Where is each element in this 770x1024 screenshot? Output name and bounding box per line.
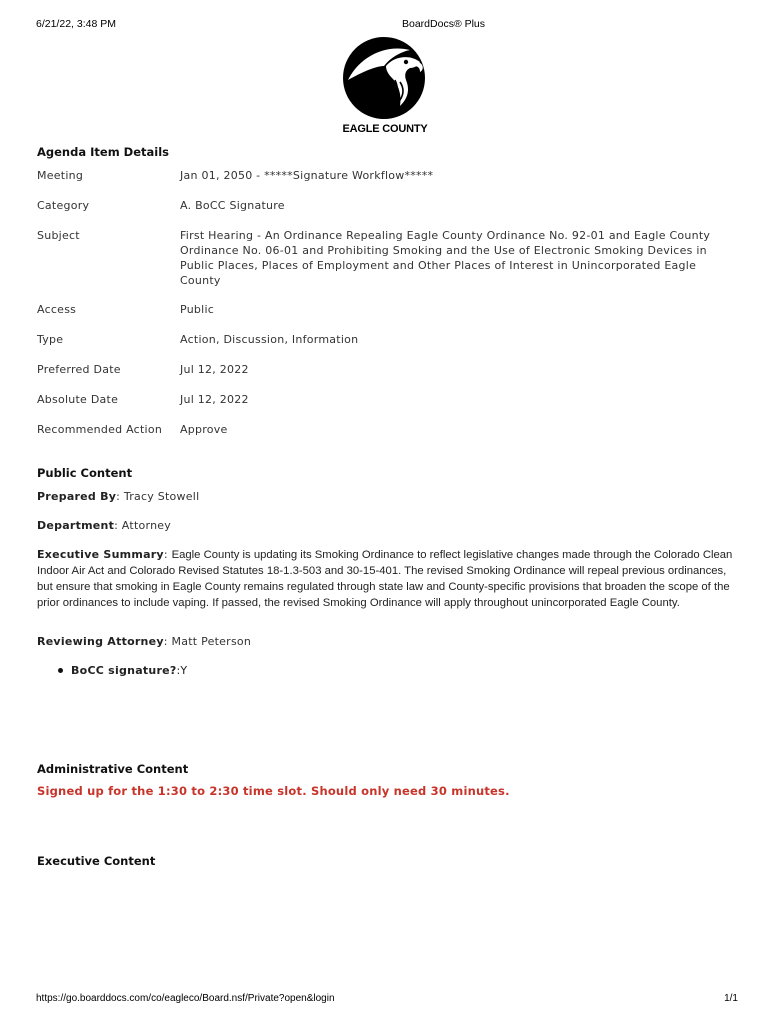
detail-label: Preferred Date: [37, 363, 121, 376]
detail-label: Type: [37, 333, 64, 346]
prepared-by: [37, 489, 734, 504]
detail-label: Meeting: [37, 169, 84, 182]
executive-content-heading: Executive Content: [37, 854, 156, 868]
eagle-county-logo: [340, 36, 430, 138]
bullet-icon: [58, 668, 63, 673]
detail-value: First Hearing - An Ordinance Repealing Eagle County Ordinance No. 92-01 and Eagle County Ordinance No. 06-01 and Prohibiting Smoking and the Use of Electronic Smoking Devices in Public Places, Places of Employment and Other Places of Interest in Unincorporated Eagle County: [180, 229, 711, 287]
executive-summary-sep: :: [163, 548, 172, 561]
page-url: https://go.boarddocs.com/co/eagleco/Board.nsf/Private?open&login: [36, 993, 335, 1004]
department-value: : Attorney: [114, 519, 172, 532]
eagle-icon: [340, 36, 430, 120]
detail-value: Action, Discussion, Information: [180, 333, 359, 346]
detail-value: Jul 12, 2022: [180, 363, 249, 376]
administrative-content-heading: Administrative Content: [37, 762, 189, 776]
print-header: [36, 18, 738, 32]
detail-label: Subject: [37, 229, 80, 242]
bocc-signature-label: BoCC signature?: [71, 664, 177, 677]
bocc-signature-bullet: [58, 664, 187, 677]
agenda-item-heading: Agenda Item Details: [37, 145, 170, 159]
prepared-by-value: : Tracy Stowell: [116, 490, 200, 503]
reviewing-attorney: [37, 634, 734, 649]
bocc-signature-value: :Y: [176, 664, 188, 677]
detail-value: Jan 01, 2050 - *****Signature Workflow*****: [180, 169, 434, 182]
prepared-by-label: Prepared By: [37, 490, 117, 503]
print-datetime: 6/21/22, 3:48 PM: [36, 18, 116, 30]
administrative-note: Signed up for the 1:30 to 2:30 time slot. Should only need 30 minutes.: [37, 784, 510, 798]
detail-value: A. BoCC Signature: [180, 199, 285, 212]
department-label: Department: [37, 519, 115, 532]
print-title: BoardDocs® Plus: [402, 18, 486, 30]
reviewing-attorney-value: : Matt Peterson: [163, 635, 252, 648]
detail-value: Jul 12, 2022: [180, 393, 249, 406]
detail-value: Approve: [180, 423, 228, 436]
reviewing-attorney-label: Reviewing Attorney: [37, 635, 164, 648]
department: [37, 518, 734, 533]
detail-value: Public: [180, 303, 215, 316]
page-number: 1/1: [724, 993, 738, 1004]
public-content-heading: Public Content: [37, 466, 133, 480]
executive-summary-label: Executive Summary: [37, 548, 164, 561]
logo-text: EAGLE COUNTY: [342, 123, 428, 135]
print-footer: [36, 993, 738, 1007]
detail-label: Absolute Date: [37, 393, 119, 406]
executive-summary-text: Eagle County is updating its Smoking Ordinance to reflect legislative changes made through the Colorado Clean Indoor Air Act and Colorado Revised Statutes 18-1.3-503 and 30-15-401. The revised Smoking Ordinance will repeal previous ordinances, but ensure that smoking in Eagle County remains regulated through state law and County-specific provisions that broaden the scope of the prior ordinances to include vaping. If passed, the revised Smoking Ordinance will apply throughout unincorporated Eagle County.: [37, 549, 733, 609]
executive-summary: [37, 547, 734, 611]
detail-label: Access: [37, 303, 77, 316]
detail-label: Category: [37, 199, 90, 212]
detail-label: Recommended Action: [37, 423, 163, 436]
